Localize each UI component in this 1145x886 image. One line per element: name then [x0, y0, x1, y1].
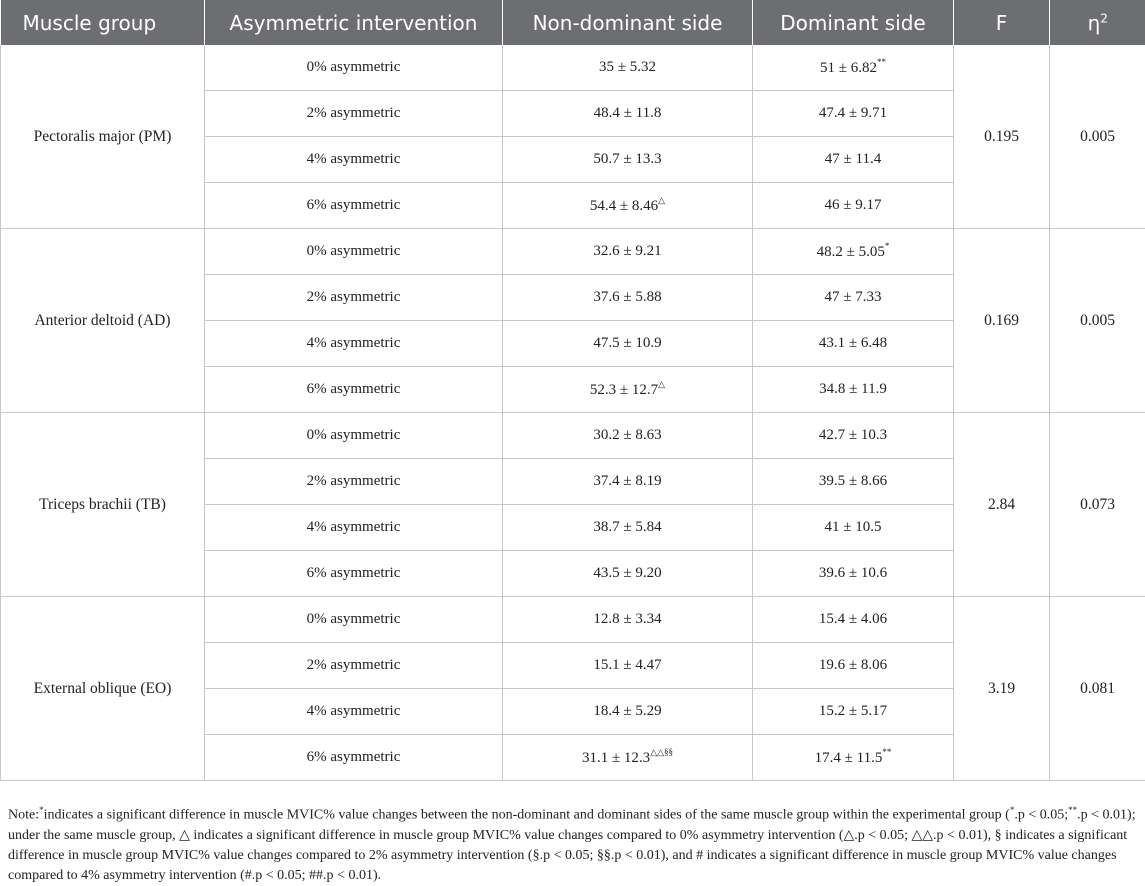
non-dominant-value: 12.8 ± 3.34 [593, 611, 661, 627]
non-dominant-value: 32.6 ± 9.21 [593, 243, 661, 259]
dominant-cell [753, 91, 954, 137]
dominant-cell [753, 551, 954, 597]
table-row [1, 229, 1145, 275]
intervention-cell: 2% asymmetric [205, 643, 503, 689]
f-value-cell: 0.169 [954, 229, 1050, 413]
dominant-cell [753, 643, 954, 689]
dominant-cell [753, 321, 954, 367]
non-dominant-cell [503, 45, 753, 91]
dominant-cell [753, 229, 954, 275]
non-dominant-significance: △ [658, 195, 665, 205]
intervention-cell: 6% asymmetric [205, 735, 503, 781]
dominant-value: 19.6 ± 8.06 [819, 657, 887, 673]
dominant-cell [753, 275, 954, 321]
intervention-cell: 2% asymmetric [205, 275, 503, 321]
dominant-value: 17.4 ± 11.5 [815, 750, 883, 766]
intervention-cell: 6% asymmetric [205, 551, 503, 597]
non-dominant-value: 37.4 ± 8.19 [593, 473, 661, 489]
note-star: * [39, 805, 44, 815]
dominant-cell [753, 459, 954, 505]
eta-exponent: 2 [1100, 11, 1108, 25]
note-star-inline: * [1010, 805, 1015, 815]
dominant-cell [753, 137, 954, 183]
intervention-cell: 4% asymmetric [205, 505, 503, 551]
header-non-dominant: Non-dominant side [503, 0, 753, 45]
intervention-cell: 0% asymmetric [205, 229, 503, 275]
non-dominant-value: 38.7 ± 5.84 [593, 519, 661, 535]
non-dominant-cell [503, 367, 753, 413]
non-dominant-cell [503, 275, 753, 321]
header-row [1, 0, 1145, 45]
non-dominant-cell [503, 551, 753, 597]
dominant-cell [753, 413, 954, 459]
dominant-cell [753, 597, 954, 643]
intervention-cell: 4% asymmetric [205, 689, 503, 735]
dominant-value: 47.4 ± 9.71 [819, 105, 887, 121]
dominant-value: 47 ± 11.4 [825, 151, 881, 167]
non-dominant-cell [503, 735, 753, 781]
table-note [8, 800, 1140, 886]
intervention-cell: 2% asymmetric [205, 459, 503, 505]
intervention-cell: 4% asymmetric [205, 137, 503, 183]
dominant-value: 51 ± 6.82 [820, 60, 877, 76]
non-dominant-value: 30.2 ± 8.63 [593, 427, 661, 443]
note-text-2: .p < 0.05; [1014, 808, 1068, 823]
header-dominant: Dominant side [753, 0, 954, 45]
non-dominant-cell [503, 505, 753, 551]
header-f: F [954, 0, 1050, 45]
dominant-cell [753, 505, 954, 551]
dominant-significance: * [885, 241, 890, 251]
note-prefix: Note: [8, 808, 39, 823]
non-dominant-cell [503, 459, 753, 505]
table-body [1, 45, 1145, 781]
intervention-cell: 0% asymmetric [205, 45, 503, 91]
intervention-cell: 2% asymmetric [205, 91, 503, 137]
non-dominant-cell [503, 183, 753, 229]
non-dominant-value: 35 ± 5.32 [599, 59, 656, 75]
dominant-value: 39.5 ± 8.66 [819, 473, 887, 489]
dominant-significance: ** [877, 57, 886, 67]
intervention-cell: 0% asymmetric [205, 413, 503, 459]
intervention-cell: 0% asymmetric [205, 597, 503, 643]
non-dominant-value: 18.4 ± 5.29 [593, 703, 661, 719]
table-row [1, 597, 1145, 643]
intervention-cell: 6% asymmetric [205, 183, 503, 229]
non-dominant-value: 43.5 ± 9.20 [593, 565, 661, 581]
dominant-cell [753, 367, 954, 413]
intervention-cell: 6% asymmetric [205, 367, 503, 413]
table-row [1, 45, 1145, 91]
non-dominant-significance: △△§§ [650, 747, 673, 757]
dominant-value: 42.7 ± 10.3 [819, 427, 887, 443]
table-row [1, 413, 1145, 459]
header-muscle-group: Muscle group [1, 0, 205, 45]
f-value-cell: 0.195 [954, 45, 1050, 229]
muscle-group-cell: Triceps brachii (TB) [1, 413, 205, 597]
non-dominant-cell [503, 643, 753, 689]
f-value-cell: 3.19 [954, 597, 1050, 781]
non-dominant-value: 52.3 ± 12.7 [590, 382, 658, 398]
dominant-cell [753, 735, 954, 781]
non-dominant-value: 37.6 ± 5.88 [593, 289, 661, 305]
intervention-cell: 4% asymmetric [205, 321, 503, 367]
muscle-group-cell: External oblique (EO) [1, 597, 205, 781]
non-dominant-value: 54.4 ± 8.46 [590, 198, 658, 214]
eta-squared-cell: 0.073 [1050, 413, 1145, 597]
dominant-value: 48.2 ± 5.05 [817, 244, 885, 260]
non-dominant-value: 15.1 ± 4.47 [593, 657, 661, 673]
header-intervention: Asymmetric intervention [205, 0, 503, 45]
dominant-value: 34.8 ± 11.9 [819, 381, 887, 397]
note-double-star: ** [1068, 805, 1077, 815]
muscle-group-cell: Anterior deltoid (AD) [1, 229, 205, 413]
non-dominant-cell [503, 413, 753, 459]
dominant-value: 43.1 ± 6.48 [819, 335, 887, 351]
muscle-group-cell: Pectoralis major (PM) [1, 45, 205, 229]
eta-symbol: η [1088, 11, 1101, 35]
non-dominant-cell [503, 689, 753, 735]
dominant-value: 46 ± 9.17 [825, 197, 882, 213]
non-dominant-significance: △ [658, 379, 665, 389]
note-text-3: .p < 0.01); under the same muscle group, △ indicates a significant difference in muscle group MVIC% value changes compared to 0% asymmetry intervention (△.p < 0.05; △△.p < 0.01), § indicates a significant difference in muscle group MVIC% value changes compared to 2% asymmetry intervention (§.p < 0.05; §§.p < 0.01), and # indicates a significant difference in muscle group MVIC% value changes compared to 4% asymmetry intervention (#.p < 0.05; ##.p < 0.01). [8, 808, 1136, 883]
non-dominant-value: 47.5 ± 10.9 [593, 335, 661, 351]
dominant-value: 41 ± 10.5 [825, 519, 882, 535]
non-dominant-value: 31.1 ± 12.3 [582, 750, 650, 766]
non-dominant-cell [503, 597, 753, 643]
dominant-cell [753, 183, 954, 229]
dominant-significance: ** [882, 747, 891, 757]
non-dominant-cell [503, 321, 753, 367]
dominant-cell [753, 689, 954, 735]
eta-squared-cell: 0.005 [1050, 45, 1145, 229]
dominant-value: 47 ± 7.33 [825, 289, 882, 305]
non-dominant-cell [503, 229, 753, 275]
header-eta-squared [1050, 0, 1145, 45]
dominant-cell [753, 45, 954, 91]
dominant-value: 15.2 ± 5.17 [819, 703, 887, 719]
dominant-value: 15.4 ± 4.06 [819, 611, 887, 627]
eta-squared-cell: 0.081 [1050, 597, 1145, 781]
note-text-1: indicates a significant difference in muscle MVIC% value changes between the non-dominant and dominant sides of the same muscle group within the experimental group ( [44, 808, 1010, 823]
eta-squared-cell: 0.005 [1050, 229, 1145, 413]
f-value-cell: 2.84 [954, 413, 1050, 597]
non-dominant-cell [503, 137, 753, 183]
non-dominant-value: 50.7 ± 13.3 [593, 151, 661, 167]
non-dominant-value: 48.4 ± 11.8 [594, 105, 662, 121]
non-dominant-cell [503, 91, 753, 137]
dominant-value: 39.6 ± 10.6 [819, 565, 887, 581]
